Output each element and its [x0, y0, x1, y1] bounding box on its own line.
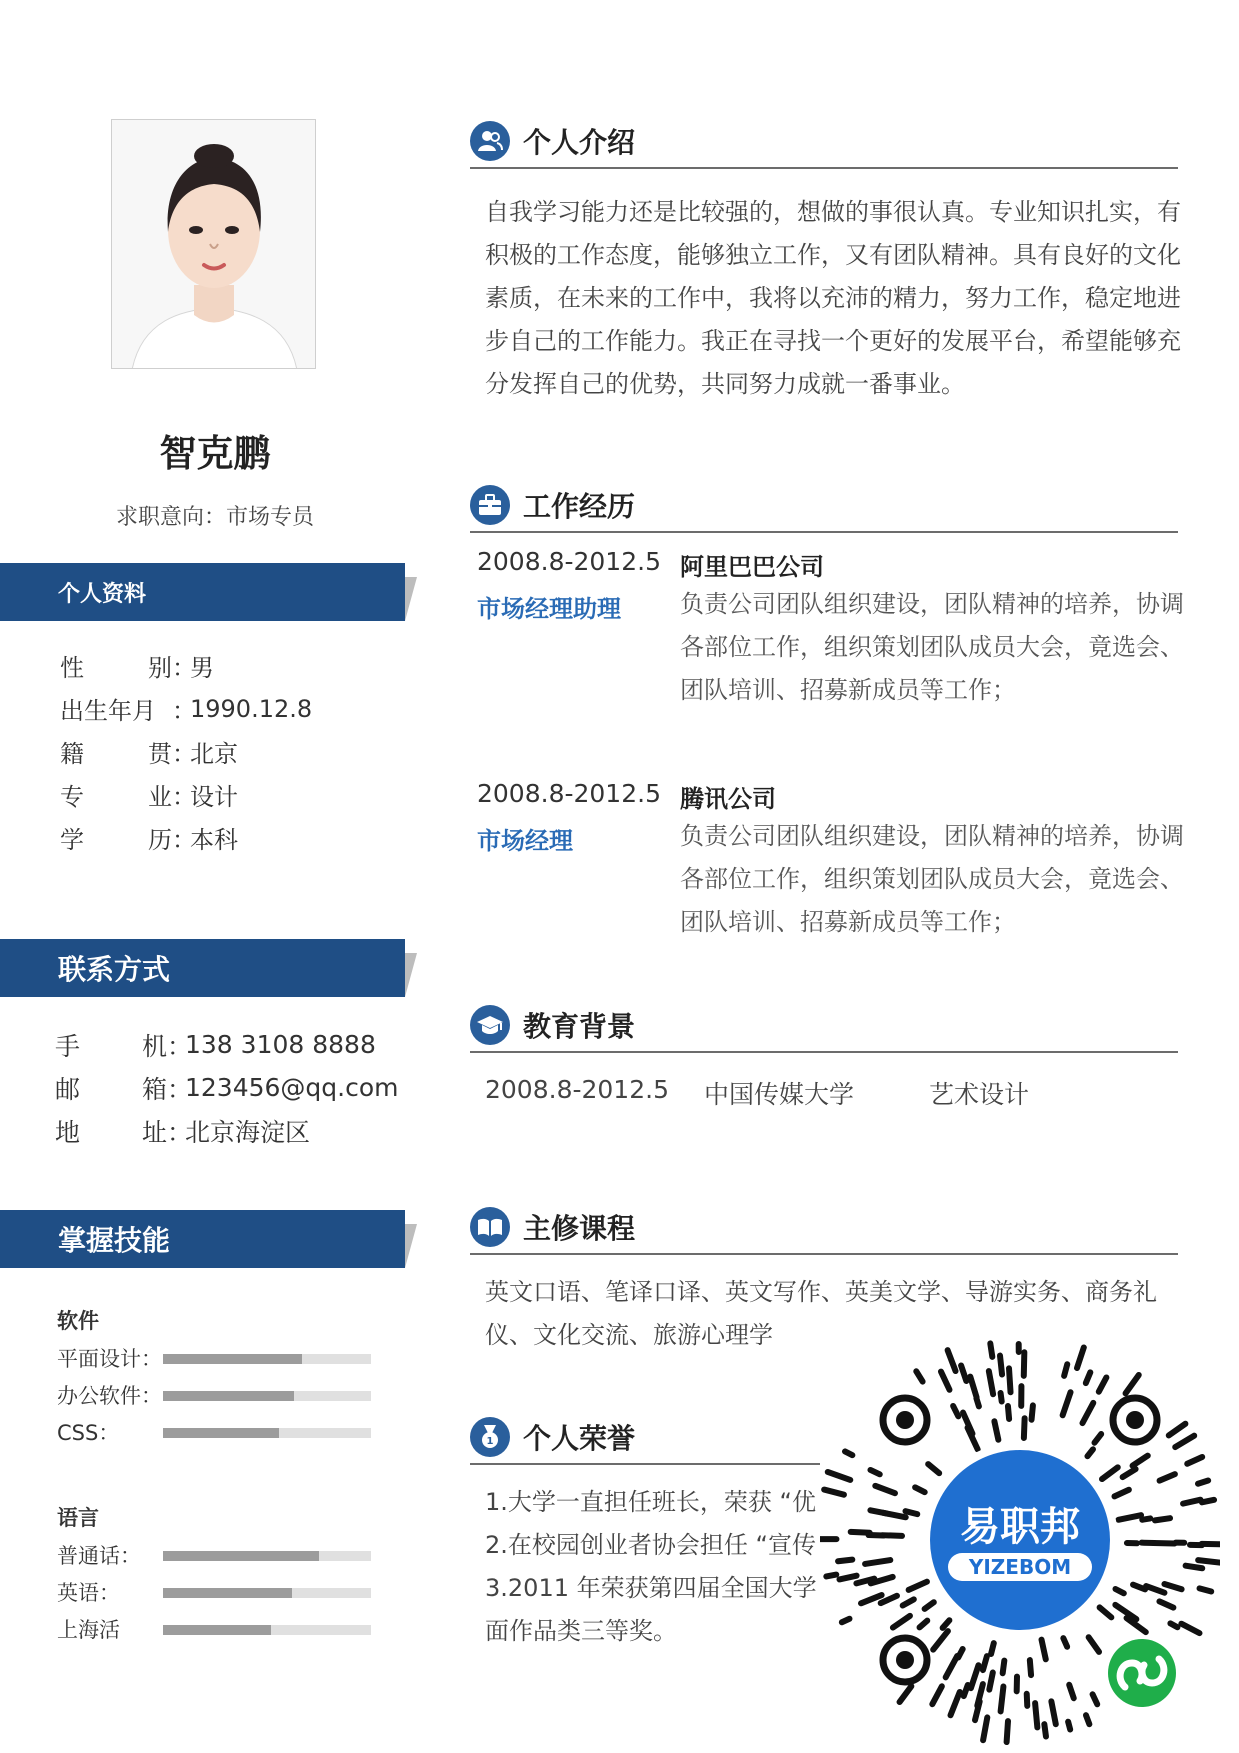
section-title-work-text: 工作经历 [523, 490, 636, 523]
info-value-gender: 男 [190, 654, 214, 682]
section-bar-personal-label: 个人资料 [58, 581, 147, 607]
job-intent-label: 求职意向： [115, 505, 226, 530]
qr-dash [1089, 1637, 1099, 1652]
qr-dash [1082, 1403, 1093, 1423]
contact-key-phone-2: 机 [141, 1031, 167, 1061]
contact-key-email [55, 1070, 167, 1106]
skill-label: 平面设计： [57, 1347, 162, 1371]
work-company: 阿里巴巴公司 [680, 553, 824, 581]
qr-code-graphic [820, 1335, 1220, 1745]
contact-colon: ： [167, 1074, 193, 1104]
contact-value-email: 123456@qq.com [185, 1073, 399, 1102]
info-row-gender [60, 644, 312, 687]
work-entry [477, 779, 1187, 959]
info-row-degree [60, 816, 312, 859]
work-role: 市场经理助理 [477, 595, 621, 623]
qr-dash [1001, 1393, 1002, 1402]
info-value-major: 设计 [190, 783, 238, 811]
qr-logo-text: 易职邦 [960, 1504, 1080, 1550]
info-row-birth [60, 687, 312, 730]
section-bar-personal [0, 563, 405, 621]
qr-dash [1187, 1457, 1202, 1464]
education-date: 2008.8-2012.5 [485, 1075, 669, 1104]
qr-dash [1009, 1368, 1011, 1392]
qr-dash [842, 1619, 850, 1623]
qr-dash [870, 1470, 879, 1474]
qr-dash [1170, 1623, 1177, 1627]
qr-dash [1000, 1356, 1002, 1375]
skill-bar-track [163, 1391, 371, 1401]
section-title-education-text: 教育背景 [523, 1010, 636, 1043]
section-title-work [470, 481, 1178, 533]
qr-dash [1007, 1721, 1008, 1742]
work-date: 2008.8-2012.5 [477, 779, 661, 808]
medal-icon [470, 1417, 510, 1457]
work-date: 2008.8-2012.5 [477, 547, 661, 576]
skill-bar-fill [163, 1354, 302, 1364]
qr-dash [948, 1350, 956, 1371]
qr-dash [1051, 1701, 1055, 1724]
contact-row-phone [55, 1023, 399, 1066]
qr-dash [1068, 1722, 1070, 1730]
education-school: 中国传媒大学 [704, 1080, 855, 1109]
skill-row [57, 1413, 387, 1450]
skill-group-software [57, 1305, 387, 1450]
skill-bar-track [163, 1625, 371, 1635]
skill-label: 英语： [57, 1581, 120, 1605]
qr-dash [983, 1717, 987, 1740]
info-row-major [60, 773, 312, 816]
qr-dash [971, 1665, 979, 1688]
qr-dash [1118, 1515, 1141, 1520]
contact-colon: ： [167, 1031, 193, 1061]
qr-dash [1202, 1500, 1214, 1503]
qr-dash [1115, 1589, 1123, 1593]
contact-key-address-1: 地 [55, 1117, 81, 1147]
qr-dash [903, 1599, 914, 1605]
qr-dash [870, 1510, 887, 1513]
qr-logo-subtext: YIZEBOM [968, 1555, 1072, 1579]
candidate-name: 智克鹏 [159, 432, 271, 475]
contact-colon: ： [167, 1117, 193, 1147]
qr-dash [943, 1620, 950, 1628]
qr-dash [1126, 1375, 1139, 1393]
skill-bar-fill [163, 1625, 271, 1635]
qr-dash [983, 1656, 987, 1670]
section-bar-skills [0, 1210, 405, 1268]
qr-dash [1030, 1660, 1031, 1675]
contact-key-phone [55, 1027, 167, 1063]
qr-dash [1114, 1490, 1128, 1497]
contact-key-email-2: 箱 [141, 1074, 167, 1104]
info-key-major [60, 777, 172, 812]
qr-dash [1044, 1724, 1046, 1736]
qr-dash [1064, 1364, 1067, 1376]
qr-dash [1159, 1601, 1173, 1607]
info-row-hometown [60, 730, 312, 773]
job-intent [0, 500, 430, 531]
qr-dash [925, 1602, 934, 1609]
honor-item: 2.在校园创业者协会担任 “宣传 [485, 1531, 816, 1559]
info-key-degree [60, 820, 172, 855]
skill-bar-fill [163, 1428, 279, 1438]
qr-dash [826, 1575, 836, 1577]
qr-dash [989, 1672, 993, 1689]
qr-dash [1035, 1703, 1037, 1727]
section-title-education [470, 1001, 1178, 1053]
qr-dash [961, 1365, 966, 1381]
skill-group-language [57, 1502, 387, 1647]
skill-bar-track [163, 1551, 371, 1561]
qr-dash [1198, 1560, 1220, 1563]
qr-dash [1181, 1624, 1199, 1633]
qr-dash [1008, 1406, 1009, 1419]
qr-dash [1169, 1424, 1186, 1436]
info-key-gender-2: 别 [148, 654, 172, 682]
info-key-hometown-1: 籍 [60, 740, 84, 768]
qr-dash [1142, 1518, 1150, 1519]
skill-row [57, 1339, 387, 1376]
qr-dash [905, 1511, 917, 1514]
skill-bar-fill [163, 1551, 319, 1561]
skill-bar-track [163, 1354, 371, 1364]
qr-dash [916, 1371, 922, 1381]
section-bar-contact-label: 联系方式 [58, 953, 171, 986]
contact-key-address-2: 址 [141, 1117, 167, 1147]
work-description: 负责公司团队组织建设，团队精神的培养，协调各部位工作，组织策划团队成员大会，竟选会、团队培训、招募新成员等工作； [680, 822, 1184, 936]
section-title-courses [470, 1203, 1178, 1255]
qr-dash [1133, 1456, 1148, 1466]
qr-dash [1003, 1661, 1005, 1674]
info-key-gender-1: 性 [60, 654, 84, 682]
qr-dash [933, 1631, 948, 1650]
contact-value-address: 北京海淀区 [185, 1117, 311, 1147]
info-key-degree-2: 历 [148, 826, 172, 854]
info-key-major-2: 业 [148, 783, 172, 811]
skill-group-title: 软件 [57, 1309, 99, 1333]
qr-dash [1186, 1566, 1203, 1569]
qr-dash [990, 1343, 992, 1356]
qr-dash [1069, 1685, 1074, 1698]
info-colon: ： [172, 697, 196, 725]
skill-label: 普通话： [57, 1544, 141, 1568]
qr-dash [1123, 1469, 1136, 1477]
qr-dash [1024, 1352, 1025, 1376]
section-title-honors-text: 个人荣誉 [523, 1422, 636, 1455]
qr-dash [932, 1686, 942, 1704]
work-role: 市场经理 [477, 827, 573, 855]
profile-photo [111, 119, 316, 369]
contact-key-phone-1: 手 [55, 1031, 81, 1061]
qr-dash [964, 1685, 968, 1696]
skill-row [57, 1610, 387, 1647]
people-icon [470, 121, 510, 161]
qr-dash [909, 1582, 927, 1590]
skill-bar-track [163, 1428, 371, 1438]
qr-dash [838, 1560, 852, 1562]
portrait-illustration [112, 120, 316, 369]
info-key-gender [60, 648, 172, 683]
work-description: 负责公司团队组织建设，团队精神的培养，协调各部位工作，组织策划团队成员大会，竟选会、团队培训、招募新成员等工作； [680, 590, 1184, 704]
qr-dash [991, 1643, 994, 1654]
contact-row-address [55, 1109, 399, 1152]
info-value-hometown: 北京 [190, 740, 238, 768]
info-colon: ： [172, 654, 196, 682]
qr-dash [1086, 1715, 1089, 1724]
qr-code[interactable] [820, 1335, 1220, 1745]
qr-dash [1183, 1500, 1200, 1504]
skill-row [57, 1376, 387, 1413]
qr-dash [828, 1472, 851, 1480]
info-value-birth: 1990.12.8 [190, 694, 313, 723]
qr-dash [1063, 1638, 1067, 1647]
skill-bar-track [163, 1588, 371, 1598]
info-value-degree: 本科 [190, 826, 238, 854]
qr-dash [845, 1451, 852, 1455]
info-key-hometown-2: 贯 [148, 740, 172, 768]
qr-dash [989, 1371, 993, 1394]
section-title-intro [470, 117, 1178, 169]
section-title-intro-text: 个人介绍 [523, 126, 636, 159]
qr-dash [1200, 1588, 1212, 1591]
qr-dash [1001, 1687, 1004, 1712]
qr-dash [1027, 1694, 1028, 1706]
qr-dash [1086, 1372, 1090, 1383]
honor-item: 面作品类三等奖。 [485, 1617, 677, 1645]
skill-bar-fill [163, 1391, 294, 1401]
qr-dash [1063, 1392, 1071, 1415]
qr-dash [851, 1532, 870, 1533]
contact-value-phone: 138 3108 8888 [185, 1030, 376, 1059]
qr-dash [1175, 1436, 1194, 1447]
qr-dash [951, 1692, 960, 1715]
briefcase-icon [470, 485, 510, 525]
qr-dash [928, 1464, 939, 1473]
qr-dash [1146, 1586, 1164, 1593]
qr-dash [875, 1486, 895, 1493]
contact-key-email-1: 邮 [55, 1074, 81, 1104]
qr-dash [1093, 1694, 1098, 1704]
skill-group-title: 语言 [57, 1506, 99, 1530]
qr-dash [1099, 1377, 1107, 1391]
honor-item: 1.大学一直担任班长，荣获 “优 [485, 1488, 816, 1516]
skill-label: CSS： [57, 1421, 120, 1445]
info-key-birth: 出生年月 [60, 697, 156, 725]
qr-dash [824, 1490, 844, 1495]
info-key-hometown [60, 734, 172, 769]
qr-dash [1102, 1467, 1118, 1479]
qr-dash [1155, 1518, 1170, 1520]
qr-dash [1100, 1607, 1112, 1617]
qr-dash [1024, 1418, 1025, 1438]
qr-dash [941, 1372, 950, 1390]
contact-info-list [55, 1023, 399, 1152]
svg-text:1: 1 [486, 1436, 494, 1447]
qr-dash [1198, 1481, 1208, 1484]
qr-dash [1164, 1584, 1181, 1589]
intro-paragraph: 自我学习能力还是比较强的，想做的事很认真。专业知识扎实，有积极的工作态度，能够独立工作，又有团队精神。具有良好的文化素质，在未来的工作中，我将以充沛的精力，努力工作，稳定地进步自己的工作能力。我正在寻找一个更好的发展平台，希望能够充分发挥自己的优势，共同努力成就一番事业。 [485, 198, 1181, 398]
qr-dash [994, 1421, 998, 1439]
qr-dash [1095, 1434, 1102, 1443]
job-intent-value: 市场专员 [226, 505, 315, 530]
qr-dash [915, 1487, 925, 1492]
qr-dash [970, 1377, 976, 1398]
skill-label: 办公软件： [57, 1384, 162, 1408]
qr-dash [1032, 1405, 1033, 1419]
courses-paragraph: 英文口语、笔译口译、英文写作、英美文学、导游实务、商务礼仪、文化交流、旅游心理学 [485, 1278, 1157, 1349]
qr-dash [893, 1616, 910, 1628]
education-entry [485, 1075, 1185, 1115]
section-bar-contact [0, 939, 405, 997]
qr-dash [1077, 1347, 1084, 1368]
graduation-cap-icon [470, 1005, 510, 1045]
qr-dash [1160, 1474, 1175, 1481]
qr-dash [946, 1656, 958, 1677]
qr-dash [953, 1406, 958, 1416]
info-colon: ： [172, 783, 196, 811]
info-key-major-1: 专 [60, 783, 84, 811]
skill-bar-fill [163, 1588, 292, 1598]
work-entry [477, 547, 1187, 727]
qr-dash [865, 1560, 890, 1564]
skill-row [57, 1536, 387, 1573]
info-key-degree-1: 学 [60, 826, 84, 854]
section-title-honors [470, 1413, 820, 1465]
qr-dash [1042, 1640, 1046, 1660]
book-icon [470, 1207, 510, 1247]
info-colon: ： [172, 826, 196, 854]
honor-item: 3.2011 年荣获第四届全国大学 [485, 1574, 817, 1602]
work-company: 腾讯公司 [680, 785, 776, 813]
education-major: 艺术设计 [929, 1080, 1030, 1109]
contact-key-address [55, 1113, 167, 1149]
qr-dash [920, 1621, 928, 1628]
info-colon: ： [172, 740, 196, 768]
skill-row [57, 1573, 387, 1610]
personal-info-list [60, 644, 312, 859]
skill-label: 上海活 [57, 1618, 120, 1642]
qr-dash [840, 1576, 857, 1580]
contact-row-email [55, 1066, 399, 1109]
qr-dash [1087, 1449, 1093, 1456]
section-bar-skills-label: 掌握技能 [58, 1224, 171, 1257]
section-title-courses-text: 主修课程 [523, 1212, 636, 1245]
qr-dash [900, 1686, 912, 1702]
